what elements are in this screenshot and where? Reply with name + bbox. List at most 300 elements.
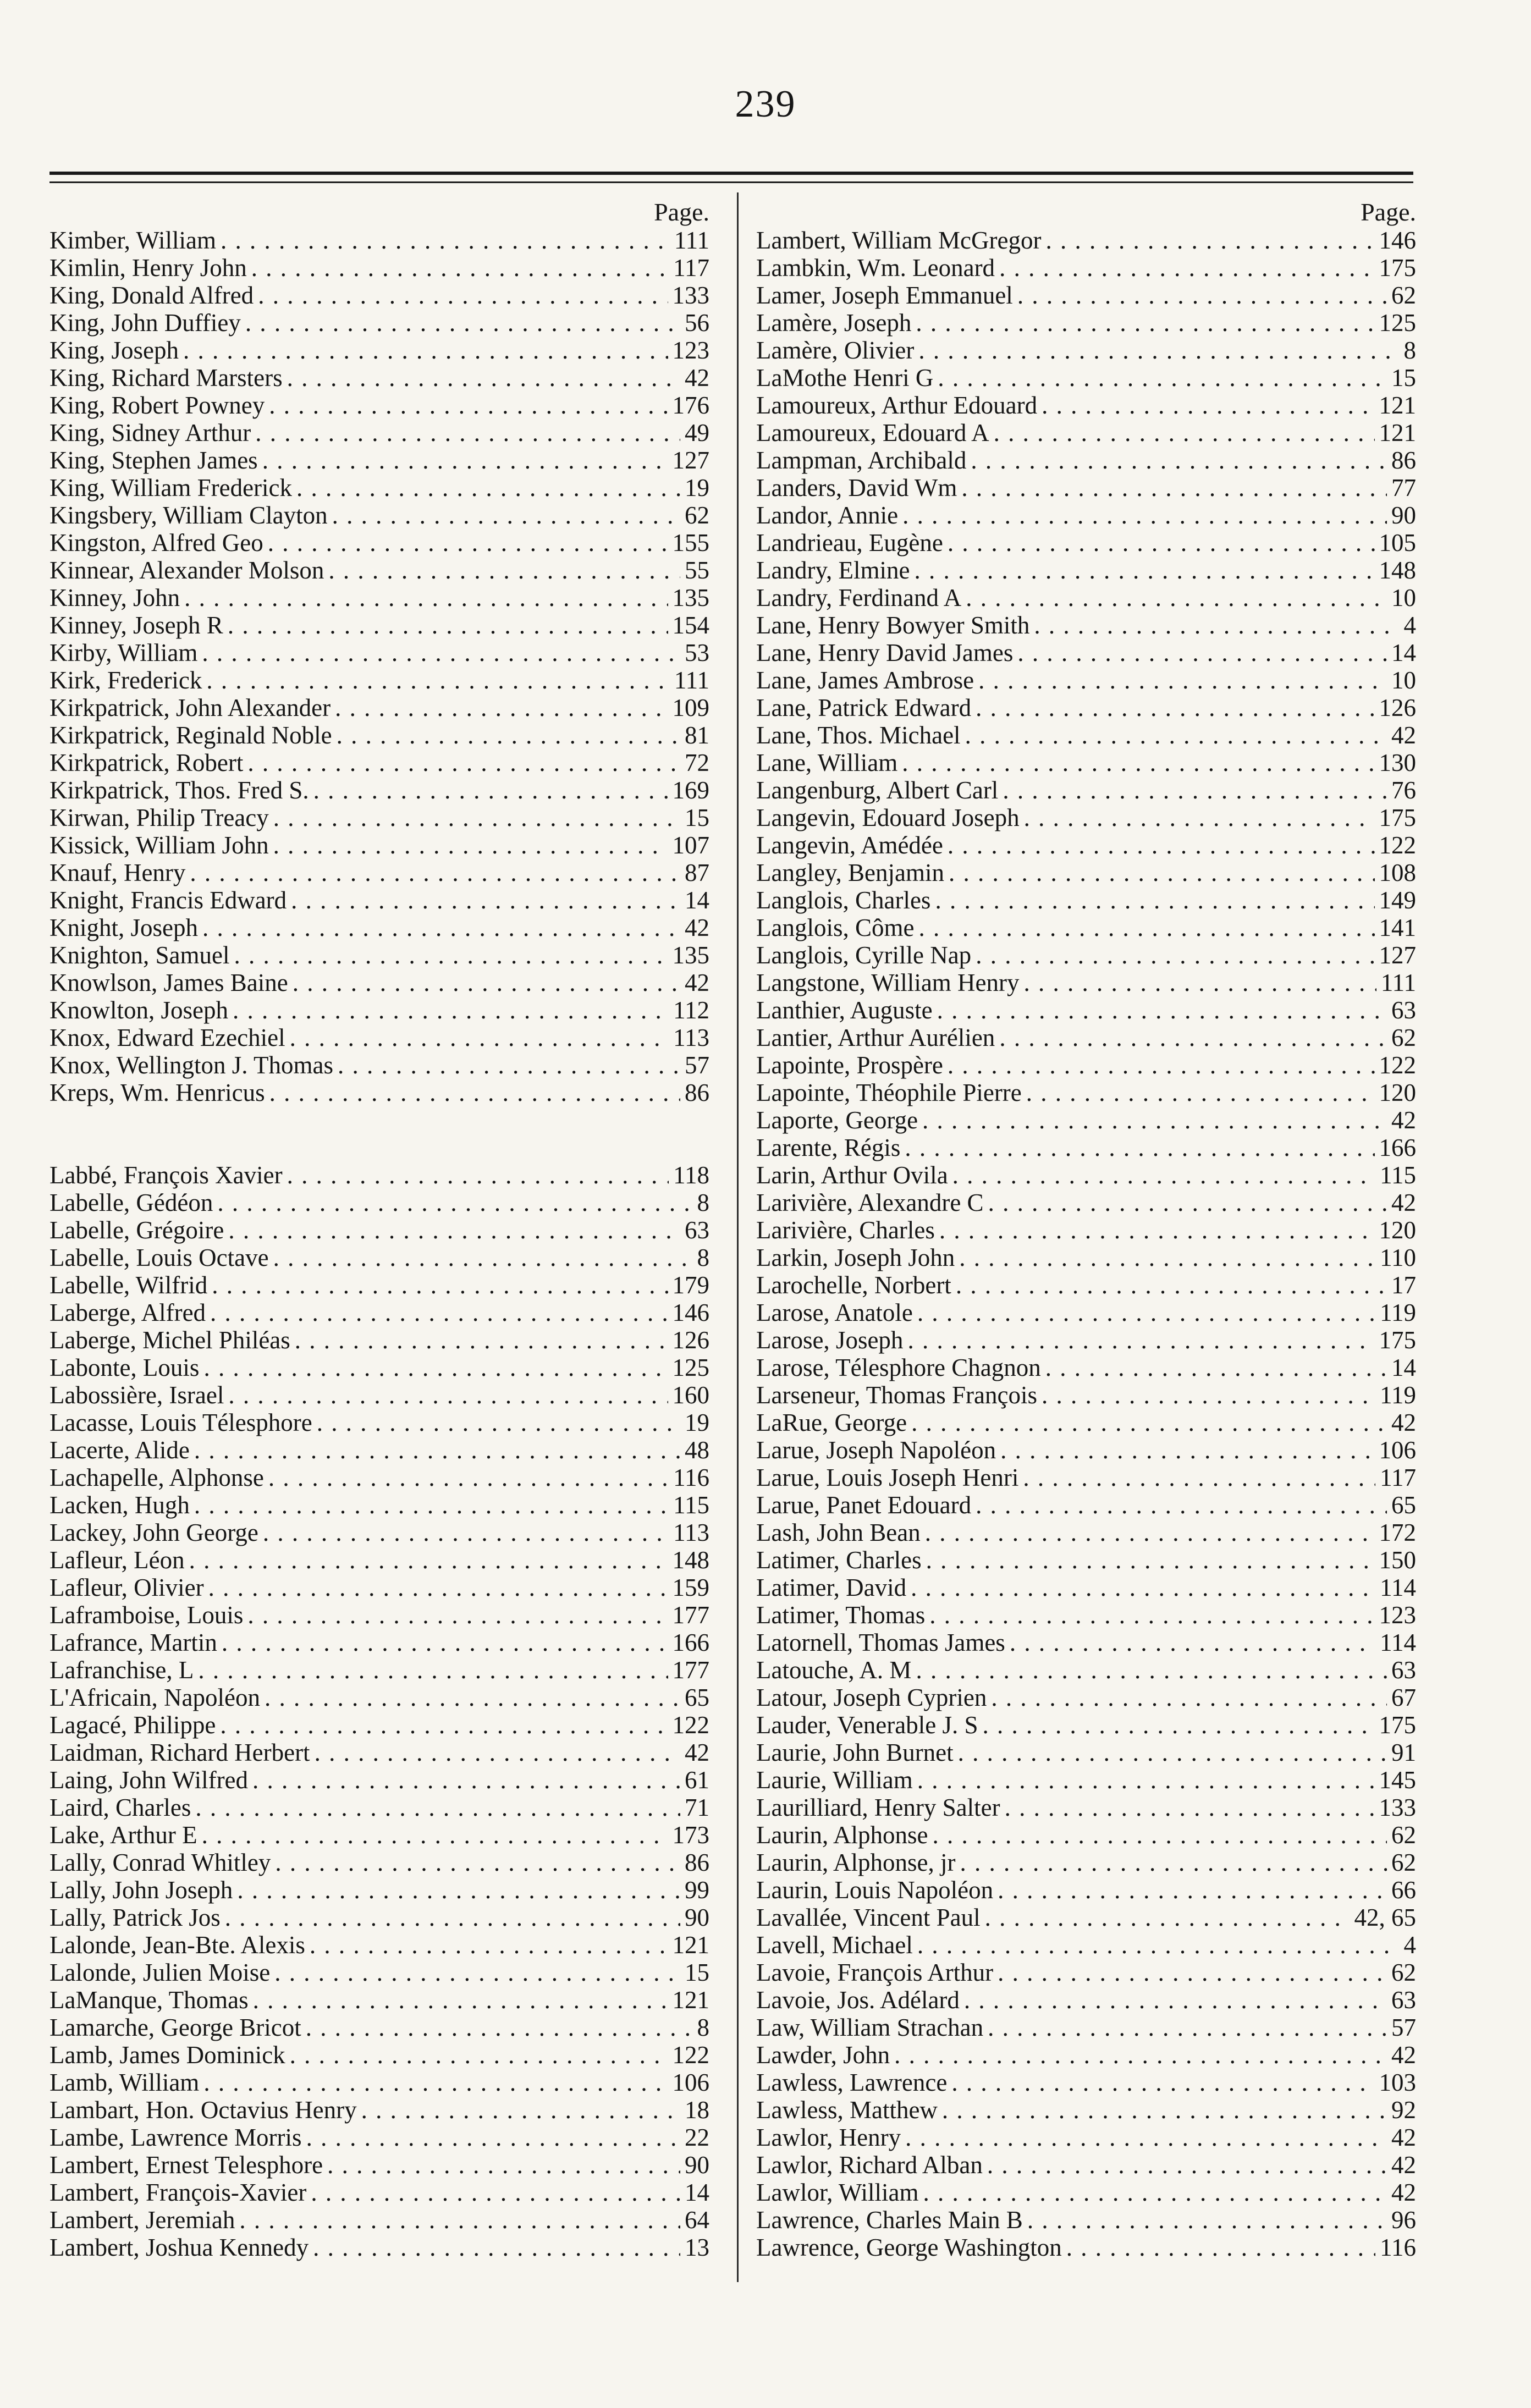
entry-page-number: 22 (685, 2124, 709, 2151)
dot-leader (926, 1546, 1375, 1574)
entry-name: Lane, Patrick Edward (756, 694, 972, 721)
index-entry (49, 1244, 709, 1271)
index-entry (49, 1519, 709, 1546)
entry-page-number: 141 (1379, 914, 1416, 941)
entry-name: King, Donald Alfred (49, 282, 254, 309)
header-rule-thin (49, 181, 1413, 183)
entry-name: Lamarche, George Bricot (49, 2014, 301, 2041)
entry-page-number: 116 (673, 1464, 709, 1491)
entry-name: Larivière, Alexandre C (756, 1189, 984, 1216)
dot-leader (911, 1574, 1375, 1601)
entry-name: Lauder, Venerable J. S (756, 1711, 978, 1739)
index-entry (756, 749, 1416, 776)
dot-leader (905, 2124, 1387, 2151)
dot-leader (938, 364, 1387, 392)
index-entry (49, 1986, 709, 2014)
entry-page-number: 179 (672, 1271, 709, 1299)
index-entry (49, 2179, 709, 2206)
dot-leader (195, 1794, 680, 1821)
entry-name: Labelle, Gédéon (49, 1189, 213, 1216)
dot-leader (907, 1326, 1374, 1354)
entry-name: Lambert, François-Xavier (49, 2179, 307, 2206)
page-column-header: Page. (1361, 198, 1416, 226)
entry-name: Larkin, Joseph John (756, 1244, 955, 1271)
dot-leader (212, 1271, 668, 1299)
index-entry (49, 1381, 709, 1409)
index-entry (756, 1601, 1416, 1629)
entry-page-number: 61 (685, 1766, 709, 1794)
dot-leader (290, 1024, 669, 1051)
index-entry (756, 1876, 1416, 1904)
dot-leader (183, 337, 668, 364)
entry-name: Laberge, Michel Philéas (49, 1326, 290, 1354)
dot-leader (228, 1381, 668, 1409)
entry-name: Lawless, Lawrence (756, 2069, 948, 2096)
dot-leader (1042, 392, 1374, 419)
dot-leader (338, 1051, 680, 1079)
entry-name: Lambe, Lawrence Morris (49, 2124, 302, 2151)
entry-name: King, Stephen James (49, 447, 258, 474)
entry-page-number: 96 (1391, 2206, 1416, 2234)
entry-page-number: 91 (1391, 1739, 1416, 1766)
index-entry (756, 914, 1416, 941)
index-entry (49, 859, 709, 886)
dot-leader (1045, 227, 1374, 254)
index-entry (756, 392, 1416, 419)
entry-name: Larose, Anatole (756, 1299, 913, 1326)
header-rule-thick (49, 172, 1413, 175)
dot-leader (966, 584, 1387, 611)
entry-page-number: 126 (1379, 694, 1416, 721)
entry-name: Lavoie, François Arthur (756, 1959, 994, 1986)
entry-name: Langley, Benjamin (756, 859, 944, 886)
index-entry (756, 1849, 1416, 1876)
entry-page-number: 125 (1379, 309, 1416, 337)
dot-leader (939, 1216, 1375, 1244)
entry-page-number: 90 (1391, 502, 1416, 529)
entry-page-number: 62 (1391, 1849, 1416, 1876)
dot-leader (1017, 282, 1387, 309)
dot-leader (310, 1931, 668, 1959)
entry-page-number: 15 (685, 1959, 709, 1986)
entry-name: Larente, Régis (756, 1134, 901, 1161)
entry-name: Lash, John Bean (756, 1519, 921, 1546)
entry-name: Lacerte, Alide (49, 1436, 190, 1464)
index-entry (756, 556, 1416, 584)
entry-page-number: 103 (1379, 2069, 1416, 2096)
entry-page-number: 111 (674, 666, 709, 694)
entry-page-number: 8 (697, 2014, 709, 2041)
index-entry (756, 611, 1416, 639)
entry-page-number: 110 (1380, 1244, 1416, 1271)
entry-page-number: 123 (1379, 1601, 1416, 1629)
entry-page-number: 86 (685, 1079, 709, 1106)
index-entry (756, 227, 1416, 254)
dot-leader (268, 529, 668, 556)
dot-leader (290, 2041, 668, 2069)
dot-leader (902, 749, 1374, 776)
entry-name: Lamb, William (49, 2069, 200, 2096)
index-entry (49, 831, 709, 859)
dot-leader (262, 447, 668, 474)
entry-name: Lafleur, Léon (49, 1546, 185, 1574)
entry-page-number: 13 (685, 2234, 709, 2261)
entry-name: Laurilliard, Henry Salter (756, 1794, 1000, 1821)
entry-page-number: 135 (672, 584, 709, 611)
entry-page-number: 113 (673, 1519, 709, 1546)
index-entry (49, 1656, 709, 1684)
entry-name: Knighton, Samuel (49, 941, 230, 969)
dot-leader (916, 309, 1374, 337)
index-entry (49, 2151, 709, 2179)
entry-page-number: 62 (685, 502, 709, 529)
index-entry (49, 447, 709, 474)
dot-leader (296, 474, 680, 502)
entry-name: Lackey, John George (49, 1519, 258, 1546)
entry-page-number: 121 (1379, 419, 1416, 447)
entry-name: Lawrence, Charles Main B (756, 2206, 1023, 2234)
dot-leader (976, 1491, 1387, 1519)
dot-leader (985, 1904, 1350, 1931)
entry-name: Lalonde, Julien Moise (49, 1959, 271, 1986)
entry-name: Lavoie, Jos. Adélard (756, 1986, 960, 2014)
index-entry (756, 1299, 1416, 1326)
entry-name: Landry, Elmine (756, 556, 910, 584)
entry-name: Lally, Patrick Jos (49, 1904, 221, 1931)
dot-leader (335, 694, 668, 721)
dot-leader (1042, 1381, 1375, 1409)
dot-leader (202, 1821, 668, 1849)
dot-leader (337, 721, 680, 749)
entry-page-number: 117 (1380, 1464, 1416, 1491)
dot-leader (252, 1766, 680, 1794)
entry-name: King, William Frederick (49, 474, 293, 502)
entry-page-number: 127 (672, 447, 709, 474)
dot-leader (228, 1216, 680, 1244)
entry-name: Knox, Wellington J. Thomas (49, 1051, 333, 1079)
dot-leader (922, 1106, 1387, 1134)
entry-name: Lawlor, Henry (756, 2124, 901, 2151)
entry-page-number: 112 (673, 996, 709, 1024)
index-entry (49, 2014, 709, 2041)
dot-leader (313, 2234, 680, 2261)
index-entry (49, 1821, 709, 1849)
dot-leader (313, 776, 668, 804)
index-entry (49, 2041, 709, 2069)
index-entry (49, 996, 709, 1024)
entry-page-number: 154 (672, 611, 709, 639)
dot-leader (328, 556, 680, 584)
index-entry (49, 2124, 709, 2151)
entry-name: Langlois, Charles (756, 886, 931, 914)
entry-name: Law, William Strachan (756, 2014, 984, 2041)
index-entry (49, 1546, 709, 1574)
dot-leader (225, 1904, 680, 1931)
index-entry (756, 1216, 1416, 1244)
entry-page-number: 10 (1391, 584, 1416, 611)
entry-name: Lapointe, Théophile Pierre (756, 1079, 1022, 1106)
dot-leader (332, 502, 680, 529)
entry-page-number: 42 (1391, 2124, 1416, 2151)
index-entry (756, 1629, 1416, 1656)
index-list-l-continued (756, 227, 1416, 2261)
index-entry (756, 941, 1416, 969)
dot-leader (917, 1299, 1375, 1326)
index-entry (756, 447, 1416, 474)
entry-page-number: 4 (1403, 611, 1416, 639)
index-entry (756, 1766, 1416, 1794)
entry-page-number: 48 (685, 1436, 709, 1464)
entry-page-number: 63 (1391, 1986, 1416, 2014)
index-entry (49, 1491, 709, 1519)
entry-name: Laidman, Richard Herbert (49, 1739, 310, 1766)
dot-leader (291, 886, 680, 914)
entry-name: Lane, Thos. Michael (756, 721, 961, 749)
dot-leader (952, 1161, 1375, 1189)
index-entry (49, 556, 709, 584)
entry-page-number: 90 (685, 2151, 709, 2179)
dot-leader (293, 969, 680, 996)
index-entry (756, 1381, 1416, 1409)
entry-name: Kirkpatrick, Robert (49, 749, 244, 776)
index-entry (756, 282, 1416, 309)
entry-name: Kingsbery, William Clayton (49, 502, 328, 529)
index-entry (756, 1684, 1416, 1711)
entry-name: LaMothe Henri G (756, 364, 934, 392)
entry-name: Lapointe, Prospère (756, 1051, 943, 1079)
index-entry (756, 1134, 1416, 1161)
entry-page-number: 115 (673, 1491, 709, 1519)
index-entry (49, 2234, 709, 2261)
entry-name: Lawder, John (756, 2041, 890, 2069)
index-entry (756, 666, 1416, 694)
dot-leader (306, 2014, 693, 2041)
dot-leader (210, 1299, 668, 1326)
dot-leader (960, 1849, 1387, 1876)
entry-name: Lamoureux, Arthur Edouard (756, 392, 1038, 419)
entry-name: Lacken, Hugh (49, 1491, 190, 1519)
dot-leader (295, 1326, 668, 1354)
dot-leader (327, 2151, 680, 2179)
entry-name: Lane, Henry David James (756, 639, 1014, 666)
entry-page-number: 86 (1391, 447, 1416, 474)
entry-name: Kirk, Frederick (49, 666, 202, 694)
entry-page-number: 122 (672, 2041, 709, 2069)
entry-page-number: 126 (672, 1326, 709, 1354)
entry-page-number: 14 (1391, 639, 1416, 666)
entry-name: King, John Duffiey (49, 309, 241, 337)
dot-leader (273, 804, 680, 831)
dot-leader (228, 611, 668, 639)
entry-page-number: 86 (685, 1849, 709, 1876)
entry-page-number: 56 (685, 309, 709, 337)
index-entry (49, 364, 709, 392)
index-entry (49, 1326, 709, 1354)
entry-page-number: 42 (1391, 1106, 1416, 1134)
dot-leader (258, 282, 668, 309)
dot-leader (274, 1959, 680, 1986)
entry-page-number: 106 (672, 2069, 709, 2096)
entry-page-number: 65 (685, 1684, 709, 1711)
entry-page-number: 146 (1379, 227, 1416, 254)
entry-name: Lambert, Joshua Kennedy (49, 2234, 309, 2261)
index-entry (49, 721, 709, 749)
entry-page-number: 63 (685, 1216, 709, 1244)
entry-page-number: 15 (1391, 364, 1416, 392)
index-entry (49, 1904, 709, 1931)
index-entry (756, 2041, 1416, 2069)
index-entry (756, 1656, 1416, 1684)
entry-page-number: 177 (672, 1656, 709, 1684)
entry-page-number: 149 (1379, 886, 1416, 914)
entry-page-number: 166 (1379, 1134, 1416, 1161)
index-entry (49, 914, 709, 941)
entry-name: Latour, Joseph Cyprien (756, 1684, 987, 1711)
entry-page-number: 109 (672, 694, 709, 721)
entry-page-number: 18 (685, 2096, 709, 2124)
entry-page-number: 42 (1391, 2041, 1416, 2069)
dot-leader (949, 859, 1375, 886)
index-entry (756, 1821, 1416, 1849)
entry-name: Kirwan, Philip Treacy (49, 804, 269, 831)
dot-leader (976, 694, 1374, 721)
index-entry (49, 1051, 709, 1079)
entry-name: Lafleur, Olivier (49, 1574, 204, 1601)
dot-leader (233, 996, 669, 1024)
entry-name: Latimer, David (756, 1574, 907, 1601)
entry-page-number: 175 (1379, 804, 1416, 831)
entry-name: Langevin, Amédée (756, 831, 943, 859)
dot-leader (918, 914, 1374, 941)
entry-name: Langenburg, Albert Carl (756, 776, 999, 804)
entry-page-number: 133 (672, 282, 709, 309)
entry-name: Lambkin, Wm. Leonard (756, 254, 995, 282)
entry-name: Labelle, Grégoire (49, 1216, 224, 1244)
entry-name: Larose, Joseph (756, 1326, 904, 1354)
dot-leader (1023, 1464, 1375, 1491)
index-entry (49, 474, 709, 502)
entry-page-number: 14 (685, 886, 709, 914)
entry-name: Knox, Edward Ezechiel (49, 1024, 285, 1051)
index-entry (756, 1464, 1416, 1491)
entry-page-number: 42 (685, 1739, 709, 1766)
entry-page-number: 175 (1379, 254, 1416, 282)
index-entry (756, 1519, 1416, 1546)
dot-leader (275, 1849, 680, 1876)
index-entry (49, 1436, 709, 1464)
index-entry (49, 1189, 709, 1216)
dot-leader (203, 1354, 668, 1381)
entry-page-number: 114 (1380, 1574, 1416, 1601)
entry-name: Lambart, Hon. Octavius Henry (49, 2096, 357, 2124)
dot-leader (239, 2206, 680, 2234)
entry-page-number: 120 (1379, 1216, 1416, 1244)
index-entry (756, 859, 1416, 886)
dot-leader (905, 1134, 1374, 1161)
entry-name: Langstone, William Henry (756, 969, 1020, 996)
dot-leader (991, 1684, 1387, 1711)
index-entry (756, 364, 1416, 392)
dot-leader (987, 2151, 1387, 2179)
index-entry (49, 227, 709, 254)
index-entry (49, 1464, 709, 1491)
entry-page-number: 111 (1380, 969, 1416, 996)
dot-leader (311, 2179, 680, 2206)
entry-name: King, Joseph (49, 337, 179, 364)
index-entry (756, 1161, 1416, 1189)
entry-page-number: 92 (1391, 2096, 1416, 2124)
entry-page-number: 175 (1379, 1326, 1416, 1354)
entry-page-number: 113 (673, 1024, 709, 1051)
dot-leader (932, 1821, 1387, 1849)
index-entry (756, 996, 1416, 1024)
entry-page-number: 172 (1379, 1519, 1416, 1546)
entry-name: Lamer, Joseph Emmanuel (756, 282, 1013, 309)
index-entry (49, 2069, 709, 2096)
dot-leader (925, 1519, 1375, 1546)
dot-leader (915, 556, 1375, 584)
index-entry (756, 1326, 1416, 1354)
right-column (756, 198, 1416, 2261)
dot-leader (1026, 1079, 1375, 1106)
entry-name: Landers, David Wm (756, 474, 957, 502)
index-entry (756, 639, 1416, 666)
index-entry (49, 392, 709, 419)
entry-name: Laurin, Alphonse, jr (756, 1849, 956, 1876)
dot-leader (978, 666, 1387, 694)
index-entry (756, 337, 1416, 364)
index-entry (49, 1161, 709, 1189)
index-entry (756, 502, 1416, 529)
index-entry (756, 309, 1416, 337)
dot-leader (202, 914, 680, 941)
index-entry (49, 2206, 709, 2234)
dot-leader (994, 419, 1375, 447)
entry-page-number: 42 (1391, 1409, 1416, 1436)
dot-leader (194, 1491, 669, 1519)
index-entry (49, 941, 709, 969)
entry-name: Kinney, Joseph R (49, 611, 223, 639)
entry-page-number: 123 (672, 337, 709, 364)
entry-page-number: 150 (1379, 1546, 1416, 1574)
dot-leader (202, 639, 680, 666)
index-entry (49, 254, 709, 282)
entry-name: Langlois, Côme (756, 914, 915, 941)
entry-page-number: 63 (1391, 1656, 1416, 1684)
entry-page-number: 115 (1380, 1161, 1416, 1189)
index-entry (49, 1354, 709, 1381)
dot-leader (263, 1519, 669, 1546)
entry-page-number: 17 (1391, 1271, 1416, 1299)
index-entry (49, 1849, 709, 1876)
index-entry (756, 1079, 1416, 1106)
entry-page-number: 42 (1391, 721, 1416, 749)
entry-name: Kimlin, Henry John (49, 254, 247, 282)
entry-name: Larue, Joseph Napoléon (756, 1436, 996, 1464)
index-entry (49, 611, 709, 639)
index-entry (49, 419, 709, 447)
entry-name: Knight, Joseph (49, 914, 198, 941)
index-entry (756, 1409, 1416, 1436)
index-entry (756, 1271, 1416, 1299)
entry-name: Larue, Louis Joseph Henri (756, 1464, 1019, 1491)
entry-page-number: 119 (1380, 1381, 1416, 1409)
entry-page-number: 87 (685, 859, 709, 886)
entry-page-number: 90 (685, 1904, 709, 1931)
dot-leader (287, 1161, 669, 1189)
entry-page-number: 166 (672, 1629, 709, 1656)
entry-page-number: 135 (672, 941, 709, 969)
